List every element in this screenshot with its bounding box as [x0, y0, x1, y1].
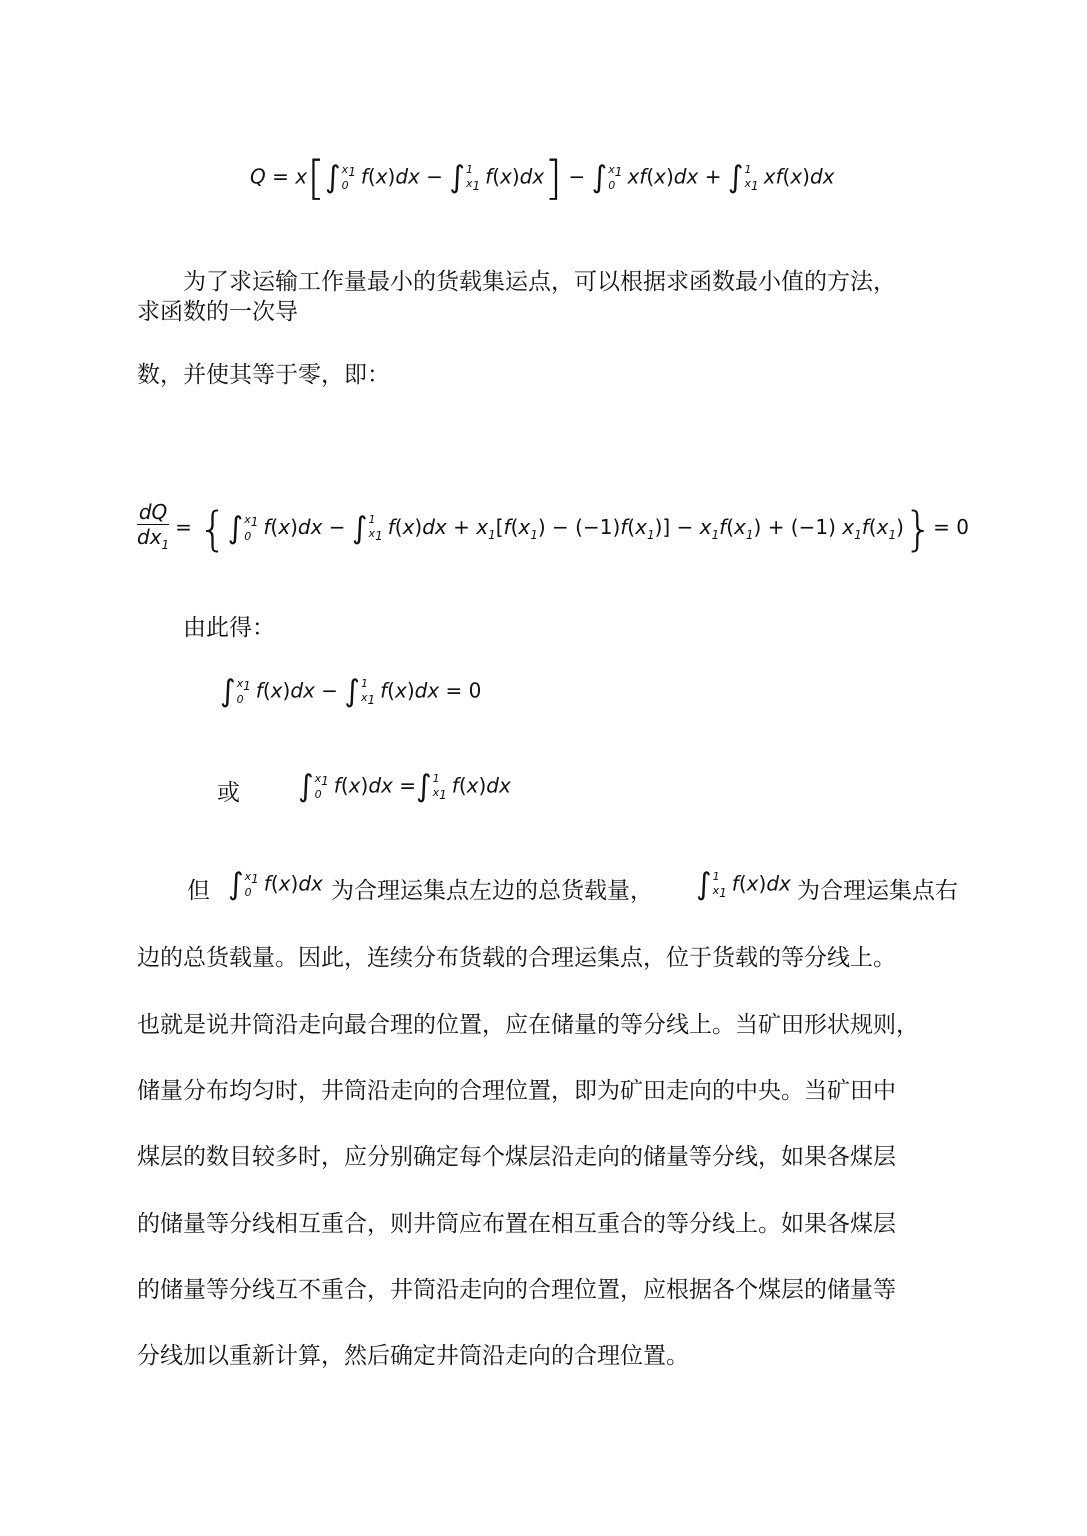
or-label: 或 — [217, 780, 240, 806]
inline-integral-right: ∫ 1 $x_1$ f(x)dx — [696, 867, 791, 903]
inline-text-1: 为合理运集点左边的总货载量， — [331, 878, 653, 904]
body-line: 也就是说井筒沿走向最合理的位置，应在储量的等分线上。当矿田形状规则， — [137, 1012, 919, 1038]
but-label: 但 — [187, 878, 210, 904]
body-line: 的储量等分线互不重合，井筒沿走向的合理位置，应根据各个煤层的储量等 — [137, 1277, 896, 1303]
equation-derivative: $\frac{dQ}{dx_1}$ = {∫ $x_1$ 0 f(x)dx − ∫ 1 $x_1$ $f(x)dx + x_1[f(x_1) - (-1)f(x_1)] - x_1f(x_1) + (-1)$ $x_1f(x_1)\}= 0$ — [137, 500, 970, 556]
equation-result-2: ∫ $x_1$ 0 f(x)dx =∫ 1 $x_1$ f(x)dx — [298, 769, 511, 805]
body-line: 储量分布均匀时，井筒沿走向的合理位置，即为矿田走向的中央。当矿田中 — [137, 1078, 896, 1104]
equation-result-1: ∫ $x_1$ 0 f(x)dx − ∫ 1 $x_1$ f(x)dx = 0 — [220, 674, 482, 710]
inline-integral-left: ∫ $x_1$ 0 f(x)dx — [228, 867, 323, 903]
body-line: 煤层的数目较多时，应分别确定每个煤层沿走向的储量等分线，如果各煤层 — [137, 1144, 896, 1170]
body-line: 边的总货载量。因此，连续分布货载的合理运集点，位于货载的等分线上。 — [137, 945, 896, 971]
paragraph-line-3: 数，并使其等于零，即： — [137, 362, 390, 388]
equation-q: Q = x[∫ $x_1$ 0 f(x)dx − ∫ 1 $x_1$ f(x)dx] − ∫ $x_1$ 0 xf(x)dx + ∫ 1 $x_1$ xf(x)dx — [250, 151, 835, 205]
derive-label: 由此得： — [183, 615, 275, 641]
body-line: 的储量等分线相互重合，则井筒应布置在相互重合的等分线上。如果各煤层 — [137, 1211, 896, 1237]
paragraph-line-1: 为了求运输工作量最小的货载集运点，可以根据求函数最小值的方法， — [183, 269, 896, 295]
inline-text-2: 为合理运集点右 — [797, 878, 958, 904]
body-line: 分线加以重新计算，然后确定井筒沿走向的合理位置。 — [137, 1343, 689, 1369]
paragraph-line-2: 求函数的一次导 — [137, 299, 298, 325]
